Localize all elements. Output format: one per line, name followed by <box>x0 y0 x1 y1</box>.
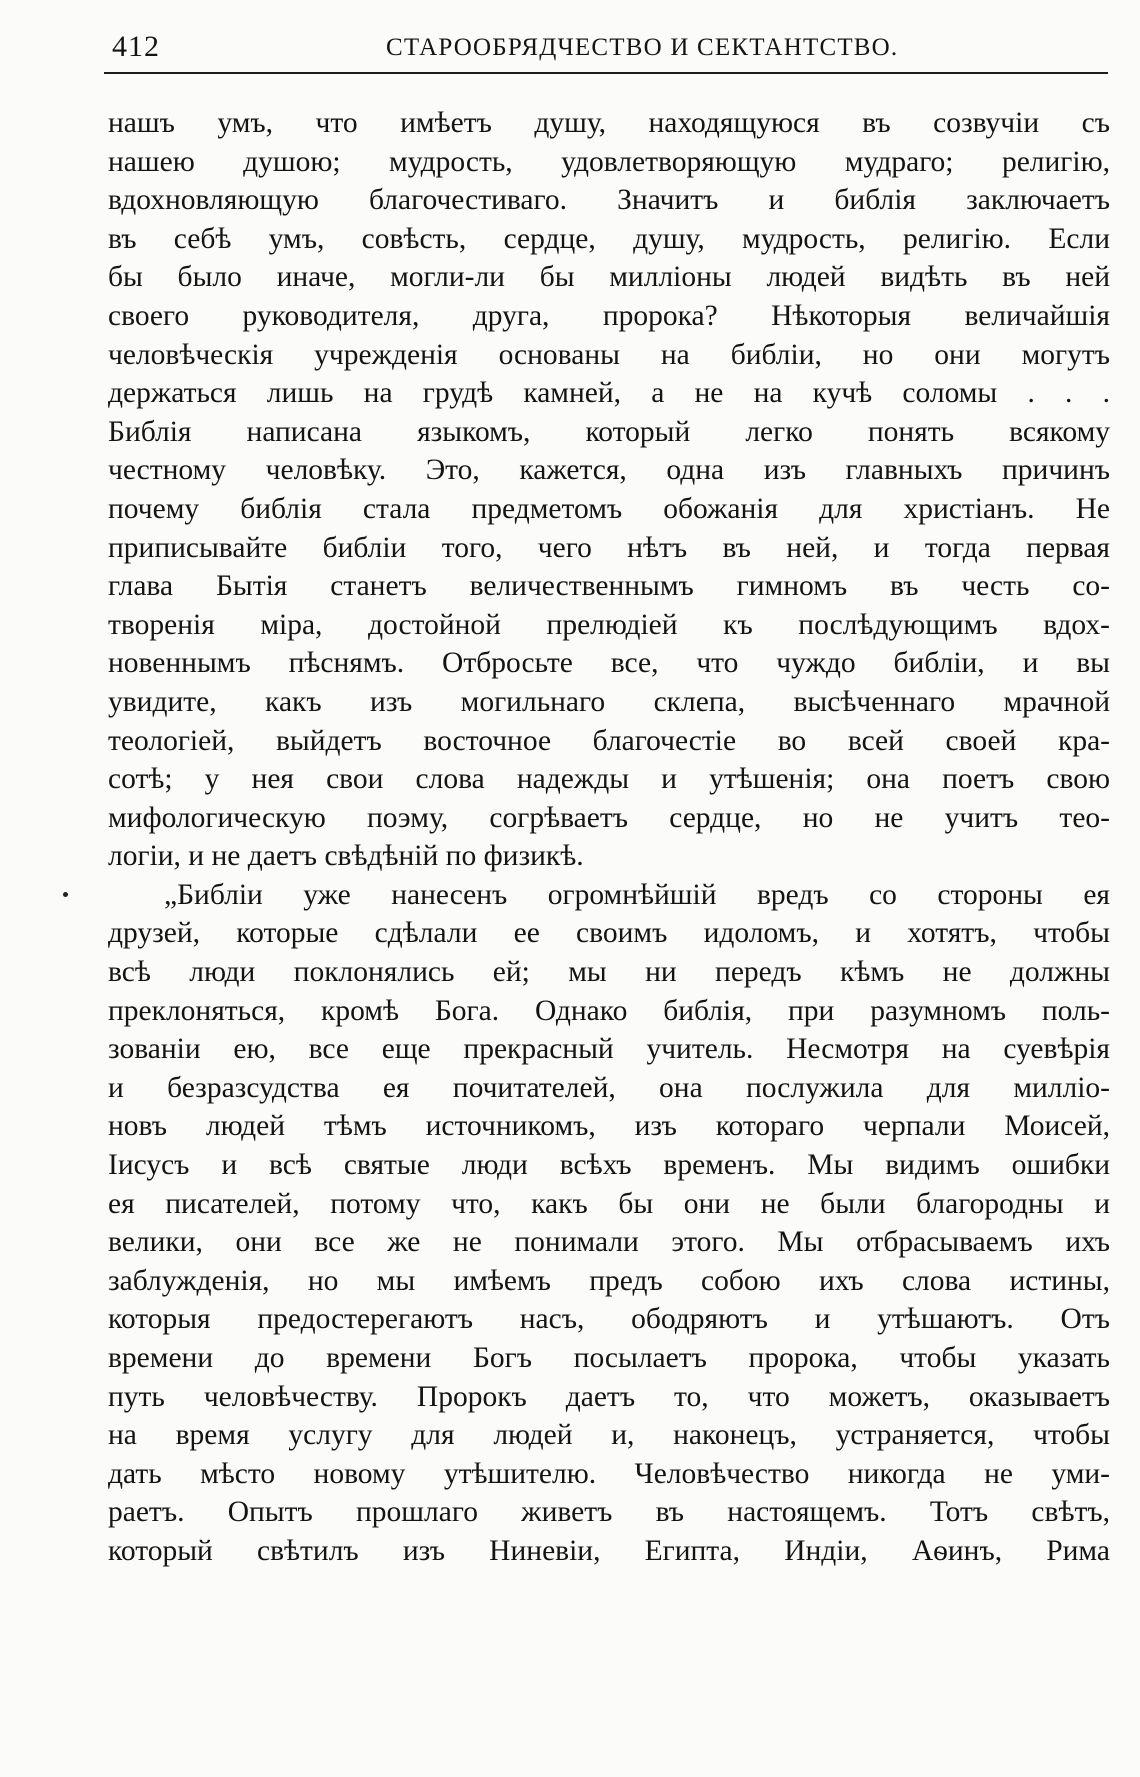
text-line: ея писателей, потому что, какъ бы они не были благородны и <box>108 1187 1110 1220</box>
header-rule <box>104 72 1108 74</box>
text-line: путь человѣчеству. Пророкъ даетъ то, что можетъ, оказываетъ <box>108 1380 1110 1413</box>
text-line: честному человѣку. Это, кажется, одна изъ главныхъ причинъ <box>108 454 1110 487</box>
text-line: преклоняться, кромѣ Бога. Однако библія, при разумномъ поль- <box>108 994 1110 1027</box>
text-line: человѣческія учрежденія основаны на библіи, но они могутъ <box>108 338 1110 371</box>
body-text <box>108 104 1110 1571</box>
text-line: бы было иначе, могли-ли бы милліоны людей видѣть въ ней <box>108 261 1110 294</box>
paragraph-end-line: логіи, и не даетъ свѣдѣній по физикѣ. <box>108 840 584 873</box>
text-line: времени до времени Богъ посылаетъ пророка, чтобы указать <box>108 1342 1110 1374</box>
text-line: теологіей, выйдетъ восточное благочестіе во всей своей кра- <box>108 724 1110 757</box>
text-line: друзей, которые сдѣлали ее своимъ идоломъ, и хотятъ, чтобы <box>108 917 1110 950</box>
text-line: который свѣтилъ изъ Ниневіи, Египта, Индіи, Аѳинъ, Рима <box>108 1534 1110 1567</box>
running-head <box>112 26 1106 66</box>
text-line: зованіи ею, все еще прекрасный учитель. Несмотря на суевѣрія <box>108 1033 1110 1066</box>
text-line: почему библія стала предметомъ обожанія для христіанъ. Не <box>108 492 1110 525</box>
text-line: вдохновляющую благочестиваго. Значитъ и библія заключаетъ <box>108 184 1110 217</box>
text-line: на время услугу для людей и, наконецъ, устраняется, чтобы <box>108 1419 1110 1452</box>
margin-speck <box>63 892 68 897</box>
running-title: СТАРООБРЯДЧЕСТВО И СЕКТАНТСТВО. <box>386 34 899 61</box>
text-line: Іисусъ и всѣ святые люди всѣхъ временъ. Мы видимъ ошибки <box>108 1149 1110 1182</box>
text-line: Библія написана языкомъ, который легко понять всякому <box>108 415 1110 448</box>
text-line: увидите, какъ изъ могильнаго склепа, высѣченнаго мрачной <box>108 685 1110 718</box>
text-line: раетъ. Опытъ прошлаго живетъ въ настоящемъ. Тотъ свѣтъ, <box>108 1496 1110 1529</box>
text-line: которыя предостерегаютъ насъ, ободряютъ и утѣшаютъ. Отъ <box>108 1303 1110 1336</box>
text-line: дать мѣсто новому утѣшителю. Человѣчество никогда не уми- <box>108 1457 1110 1490</box>
text-line: велики, они все же не понимали этого. Мы отбрасываемъ ихъ <box>108 1226 1110 1259</box>
text-line: и безразсудства ея почитателей, она послужила для милліо- <box>108 1071 1110 1104</box>
text-line: новеннымъ пѣснямъ. Отбросьте все, что чуждо библіи, и вы <box>108 647 1110 680</box>
text-line: заблужденія, но мы имѣемъ предъ собою ихъ слова истины, <box>108 1264 1110 1297</box>
text-line: держаться лишь на грудѣ камней, а не на кучѣ соломы . . . <box>108 377 1110 410</box>
text-line: приписывайте библіи того, чего нѣтъ въ ней, и тогда первая <box>108 531 1110 564</box>
text-line: новъ людей тѣмъ источникомъ, изъ котораго черпали Моисей, <box>108 1110 1110 1143</box>
paragraph-start-line: „Библіи уже нанесенъ огромнѣйшій вредъ со стороны ея <box>164 878 1110 911</box>
text-line: нашъ умъ, что имѣетъ душу, находящуюся въ созвучіи съ <box>108 107 1110 139</box>
text-line: всѣ люди поклонялись ей; мы ни передъ кѣмъ не должны <box>108 956 1110 989</box>
text-line: глава Бытія станетъ величественнымъ гимномъ въ честь со- <box>108 570 1110 603</box>
text-line: нашею душою; мудрость, удовлетворяющую мудраго; религію, <box>108 145 1110 178</box>
text-line: сотѣ; у нея свои слова надежды и утѣшенія; она поетъ свою <box>108 763 1110 796</box>
text-line: мифологическую поэму, согрѣваетъ сердце, но не учитъ тео- <box>108 801 1110 834</box>
text-line: въ себѣ умъ, совѣсть, сердце, душу, мудрость, религію. Если <box>108 222 1110 255</box>
text-line: своего руководителя, друга, пророка? Нѣкоторыя величайшія <box>108 299 1110 332</box>
text-line: творенія міра, достойной прелюдіей къ послѣдующимъ вдох- <box>108 608 1110 641</box>
page-number: 412 <box>112 30 160 63</box>
